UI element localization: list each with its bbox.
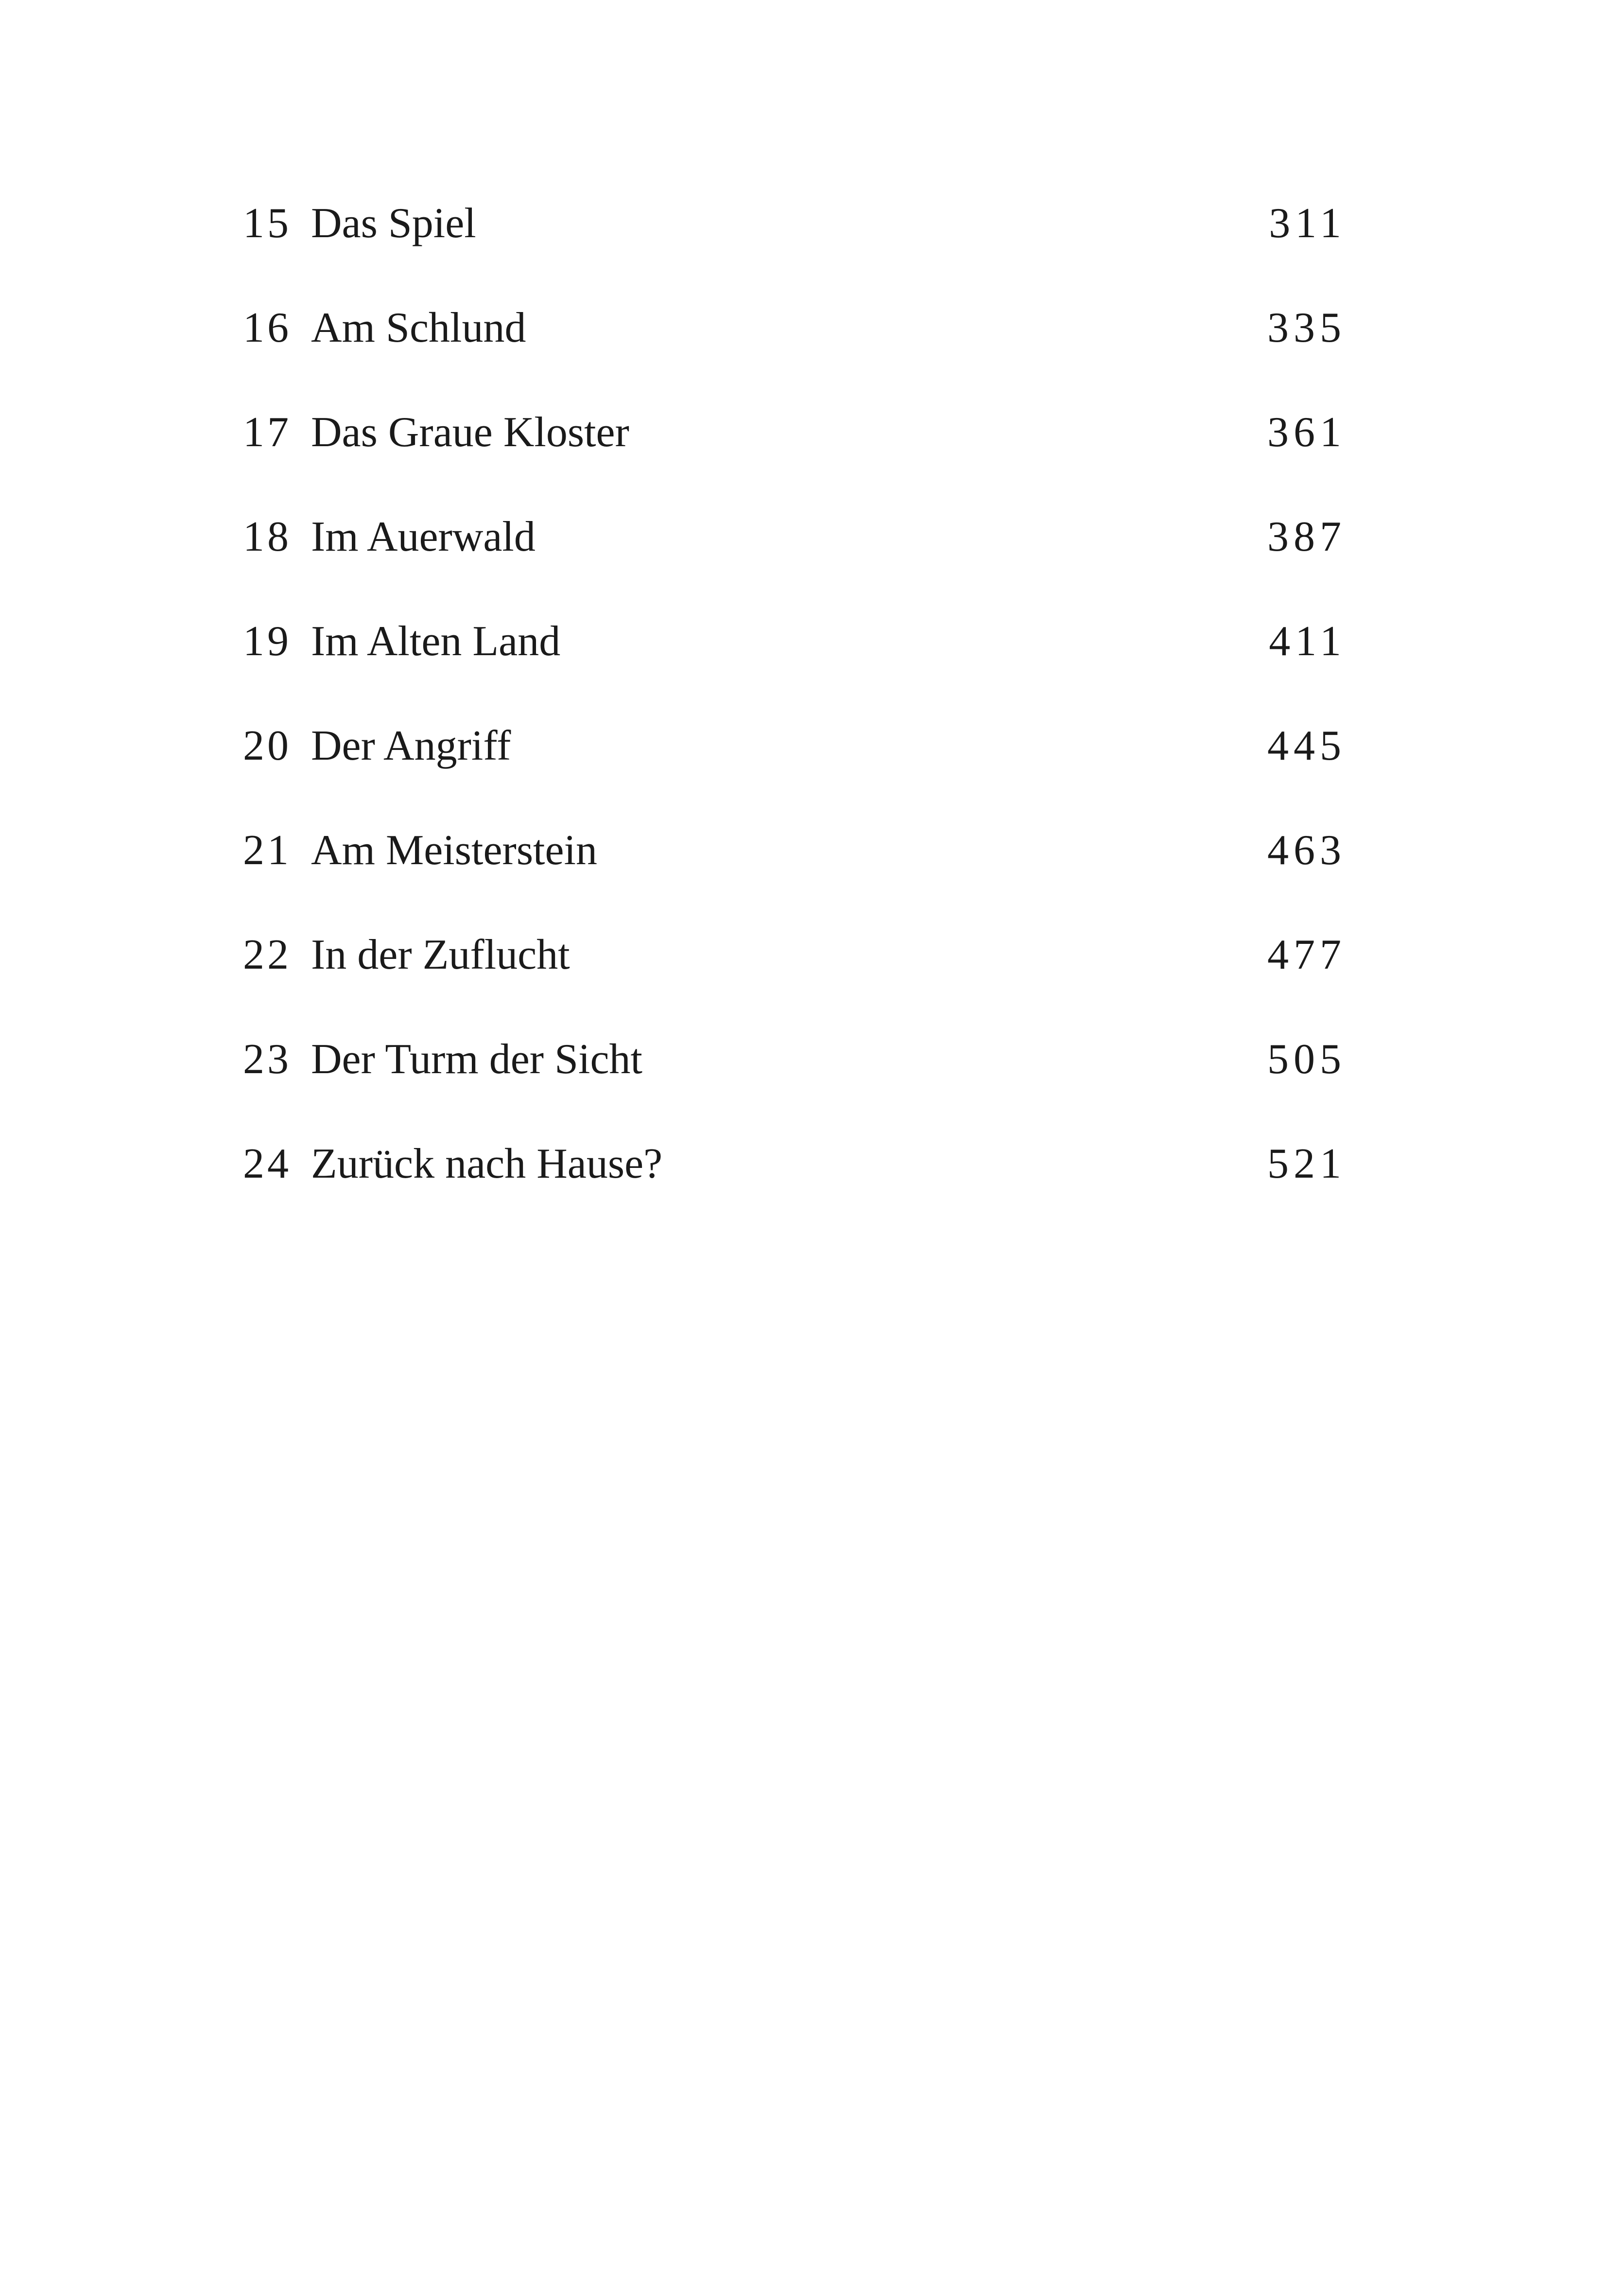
chapter-page-number: 505 <box>1267 1036 1346 1083</box>
toc-entry[interactable] <box>243 812 1346 916</box>
chapter-number: 21 <box>243 827 292 874</box>
chapter-number: 18 <box>243 513 292 560</box>
chapter-number: 23 <box>243 1036 292 1083</box>
chapter-title: Das Spiel <box>311 200 476 247</box>
chapter-page-number: 335 <box>1267 304 1346 351</box>
chapter-number: 22 <box>243 931 292 978</box>
chapter-number: 15 <box>243 200 292 247</box>
chapter-page-number: 463 <box>1267 827 1346 874</box>
chapter-title: Im Alten Land <box>311 618 561 665</box>
chapter-number: 19 <box>243 618 292 665</box>
chapter-page-number: 387 <box>1267 513 1346 560</box>
chapter-page-number: 361 <box>1267 409 1346 456</box>
chapter-number: 16 <box>243 304 292 351</box>
chapter-title: Zurück nach Hause? <box>311 1140 663 1187</box>
chapter-number: 24 <box>243 1140 292 1187</box>
chapter-number: 20 <box>243 722 292 769</box>
chapter-title: Im Auerwald <box>311 513 536 560</box>
chapter-page-number: 521 <box>1267 1140 1346 1187</box>
chapter-title: In der Zuflucht <box>311 931 570 978</box>
chapter-page-number: 477 <box>1267 931 1346 978</box>
chapter-number: 17 <box>243 409 292 456</box>
toc-entry[interactable] <box>243 1021 1346 1125</box>
chapter-page-number: 445 <box>1267 722 1346 769</box>
chapter-title: Am Meisterstein <box>311 827 598 874</box>
chapter-page-number: 311 <box>1269 200 1346 247</box>
table-of-contents <box>243 185 1346 1230</box>
toc-entry[interactable] <box>243 185 1346 289</box>
chapter-page-number: 411 <box>1269 618 1346 665</box>
toc-entry[interactable] <box>243 289 1346 394</box>
chapter-title: Der Angriff <box>311 722 511 769</box>
toc-entry[interactable] <box>243 603 1346 707</box>
toc-entry[interactable] <box>243 394 1346 498</box>
toc-entry[interactable] <box>243 707 1346 812</box>
toc-entry[interactable] <box>243 916 1346 1021</box>
toc-entry[interactable] <box>243 498 1346 603</box>
chapter-title: Der Turm der Sicht <box>311 1036 642 1083</box>
toc-entry[interactable] <box>243 1125 1346 1230</box>
chapter-title: Am Schlund <box>311 304 526 351</box>
chapter-title: Das Graue Kloster <box>311 409 629 456</box>
